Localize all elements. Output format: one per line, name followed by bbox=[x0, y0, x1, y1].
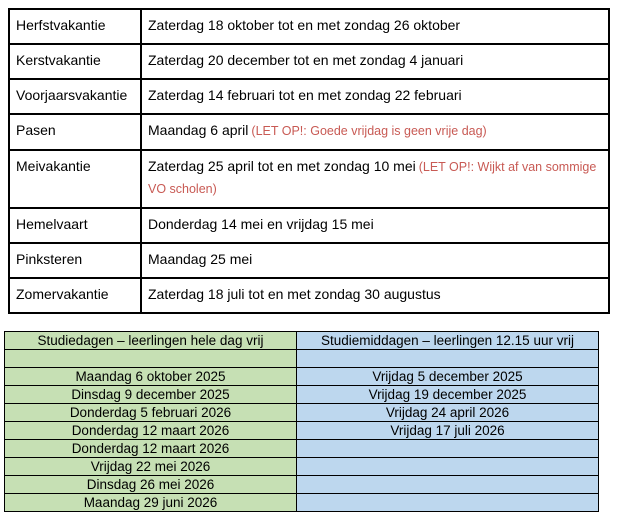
study-table-row bbox=[5, 494, 599, 512]
vacation-table-body bbox=[9, 9, 609, 313]
vacation-table-row bbox=[9, 79, 609, 114]
studiemiddag-cell: Vrijdag 5 december 2025 bbox=[297, 368, 599, 386]
studiemiddag-cell bbox=[297, 350, 599, 368]
vacation-table-row bbox=[9, 243, 609, 278]
vacation-note-text: (LET OP!: Wijkt af van sommige VO scholen) bbox=[148, 160, 597, 196]
vacation-name-cell: Hemelvaart bbox=[9, 208, 141, 243]
studiemiddag-cell bbox=[297, 494, 599, 512]
vacation-dates-cell bbox=[141, 208, 609, 243]
vacation-date-text: Zaterdag 18 juli tot en met zondag 30 augustus bbox=[148, 286, 441, 302]
study-table-row bbox=[5, 476, 599, 494]
studiemiddag-cell bbox=[297, 440, 599, 458]
vacation-dates-cell bbox=[141, 44, 609, 79]
studiedag-cell: Donderdag 5 februari 2026 bbox=[5, 404, 297, 422]
studiemiddagen-header: Studiemiddagen – leerlingen 12.15 uur vrij bbox=[297, 332, 599, 350]
vacation-dates-cell bbox=[141, 278, 609, 313]
vacation-dates-cell bbox=[141, 114, 609, 150]
vacation-name-cell: Voorjaarsvakantie bbox=[9, 79, 141, 114]
study-table-row bbox=[5, 458, 599, 476]
studiemiddag-cell: Vrijdag 24 april 2026 bbox=[297, 404, 599, 422]
vacation-name-cell: Zomervakantie bbox=[9, 278, 141, 313]
vacation-dates-cell bbox=[141, 150, 609, 208]
study-table-row bbox=[5, 440, 599, 458]
vacation-date-text: Donderdag 14 mei en vrijdag 15 mei bbox=[148, 216, 374, 232]
study-table-row bbox=[5, 404, 599, 422]
study-table-row bbox=[5, 350, 599, 368]
studiedag-cell: Maandag 29 juni 2026 bbox=[5, 494, 297, 512]
studiedag-cell: Dinsdag 26 mei 2026 bbox=[5, 476, 297, 494]
vacation-date-text: Zaterdag 25 april tot en met zondag 10 mei bbox=[148, 158, 416, 174]
vacation-date-text: Maandag 25 mei bbox=[148, 251, 253, 267]
study-table-row bbox=[5, 422, 599, 440]
study-table-row bbox=[5, 368, 599, 386]
vacation-table-row bbox=[9, 9, 609, 44]
vacation-name-cell: Pasen bbox=[9, 114, 141, 150]
vacation-date-text: Zaterdag 18 oktober tot en met zondag 26 oktober bbox=[148, 17, 461, 33]
studiedag-cell: Donderdag 12 maart 2026 bbox=[5, 440, 297, 458]
studiedag-cell: Maandag 6 oktober 2025 bbox=[5, 368, 297, 386]
vacation-name-cell: Herfstvakantie bbox=[9, 9, 141, 44]
study-table-body bbox=[5, 350, 599, 512]
studiemiddag-cell: Vrijdag 17 juli 2026 bbox=[297, 422, 599, 440]
vacation-table-row bbox=[9, 44, 609, 79]
vacation-name-cell: Kerstvakantie bbox=[9, 44, 141, 79]
vacation-name-cell: Meivakantie bbox=[9, 150, 141, 208]
vacation-name-cell: Pinksteren bbox=[9, 243, 141, 278]
studiemiddag-cell: Vrijdag 19 december 2025 bbox=[297, 386, 599, 404]
vacation-date-text: Zaterdag 20 december tot en met zondag 4 januari bbox=[148, 52, 464, 68]
vacation-dates-cell bbox=[141, 243, 609, 278]
studiedag-cell: Dinsdag 9 december 2025 bbox=[5, 386, 297, 404]
vacation-date-text: Maandag 6 april bbox=[148, 122, 249, 138]
vacation-table bbox=[8, 8, 610, 314]
studiedag-cell bbox=[5, 350, 297, 368]
studiedag-cell: Vrijdag 22 mei 2026 bbox=[5, 458, 297, 476]
vacation-table-row bbox=[9, 114, 609, 150]
study-table-row bbox=[5, 386, 599, 404]
studiedagen-header: Studiedagen – leerlingen hele dag vrij bbox=[5, 332, 297, 350]
study-header-row bbox=[5, 332, 599, 350]
study-table bbox=[4, 331, 599, 512]
studiemiddag-cell bbox=[297, 476, 599, 494]
vacation-note-text: (LET OP!: Goede vrijdag is geen vrije dag) bbox=[251, 124, 487, 138]
vacation-table-row bbox=[9, 150, 609, 208]
vacation-date-text: Zaterdag 14 februari tot en met zondag 22 februari bbox=[148, 87, 462, 103]
vacation-dates-cell bbox=[141, 79, 609, 114]
vacation-table-row bbox=[9, 208, 609, 243]
vacation-dates-cell bbox=[141, 9, 609, 44]
studiedag-cell: Donderdag 12 maart 2026 bbox=[5, 422, 297, 440]
vacation-table-row bbox=[9, 278, 609, 313]
studiemiddag-cell bbox=[297, 458, 599, 476]
